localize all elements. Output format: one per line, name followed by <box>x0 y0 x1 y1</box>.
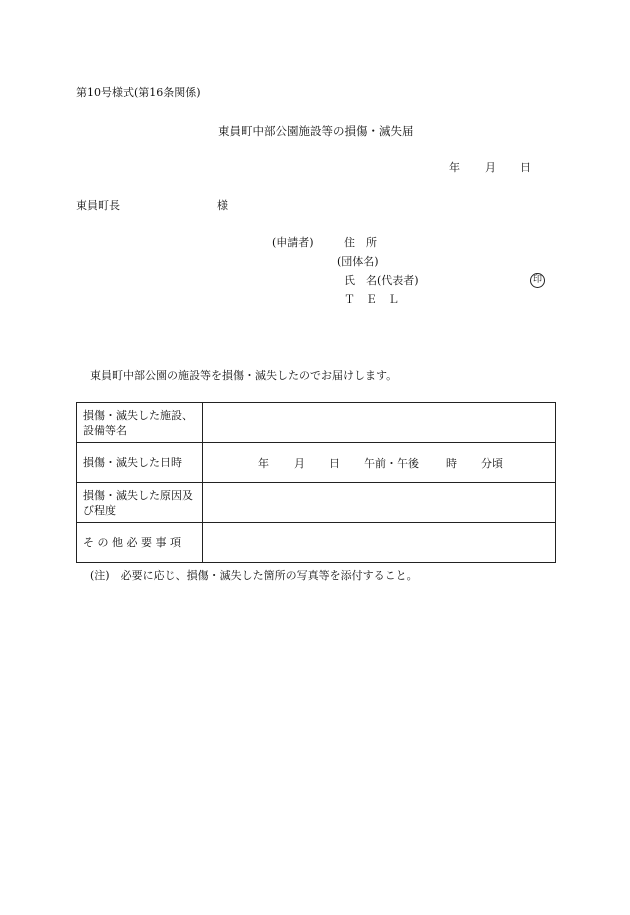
datetime-minute: 分頃 <box>481 457 503 470</box>
other-input-cell[interactable] <box>203 523 556 563</box>
form-number: 第10号様式(第16条関係) <box>76 86 201 99</box>
row-label-facility: 損傷・滅失した施設、設備等名 <box>77 403 203 443</box>
footnote: (注) 必要に応じ、損傷・滅失した箇所の写真等を添付すること。 <box>90 569 418 582</box>
applicant-organization-label: (団体名) <box>337 255 379 268</box>
datetime-hour: 時 <box>446 457 457 470</box>
facility-input-cell[interactable] <box>203 403 556 443</box>
table-row <box>77 483 556 523</box>
datetime-month: 月 <box>294 457 305 470</box>
applicant-tel-label: Ｔ Ｅ Ｌ <box>344 293 399 306</box>
date-month: 月 <box>485 161 496 174</box>
applicant-label: (申請者) <box>272 236 314 249</box>
seal-mark: 印 <box>530 273 545 288</box>
table-row <box>77 523 556 563</box>
row-label-cause: 損傷・滅失した原因及び程度 <box>77 483 203 523</box>
datetime-ampm: 午前・午後 <box>364 457 419 470</box>
row-label-datetime: 損傷・滅失した日時 <box>77 443 203 483</box>
document-title: 東員町中部公園施設等の損傷・滅失届 <box>218 124 414 138</box>
datetime-input-cell[interactable] <box>203 443 556 483</box>
datetime-year: 年 <box>258 457 269 470</box>
datetime-day: 日 <box>329 457 340 470</box>
table-row <box>77 443 556 483</box>
addressee-honorific: 様 <box>217 199 228 212</box>
row-label-other: そ の 他 必 要 事 項 <box>77 523 203 563</box>
addressee-name: 東員町長 <box>76 199 120 212</box>
report-table <box>76 402 556 563</box>
table-row <box>77 403 556 443</box>
date-day: 日 <box>520 161 531 174</box>
body-text: 東員町中部公園の施設等を損傷・滅失したのでお届けします。 <box>90 369 398 382</box>
applicant-name-label: 氏 名(代表者) <box>344 274 419 287</box>
cause-input-cell[interactable] <box>203 483 556 523</box>
date-year: 年 <box>449 161 460 174</box>
applicant-address-label: 住 所 <box>344 236 377 249</box>
